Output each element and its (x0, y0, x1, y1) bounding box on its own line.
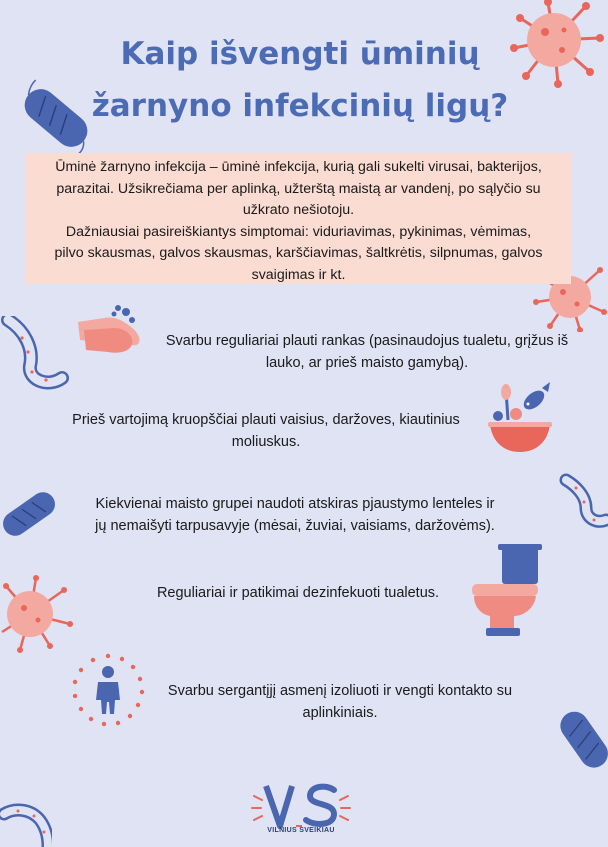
intro-text-line: pilvo skausmas, galvos skausmas, karščiavimas, šaltkrėtis, silpnumas, galvos (54, 245, 543, 261)
food-bowl-icon (484, 380, 556, 456)
tip-text-line: Svarbu sergantįjį asmenį izoliuoti ir vengti kontakto su (167, 683, 513, 699)
page-title (60, 28, 540, 132)
intro-text-line: užkrato nešiotoju. (242, 202, 355, 218)
bacteria-outline-icon (556, 470, 608, 532)
intro-text-line: Ūminė žarnyno infekcija – ūminė infekcija, kurią gali sukelti virusai, bakterijos, (55, 159, 542, 175)
hand-washing-icon (74, 300, 150, 358)
tip-text-line: moliuskus. (231, 433, 301, 450)
tip-disinfect-toilet (140, 583, 456, 605)
bacteria-icon (558, 700, 608, 776)
logo-text: VILNIUS SVEIKIAU (267, 827, 335, 834)
bacteria-outline-icon (0, 796, 52, 847)
title-line-1: Kaip išvengti ūminių (120, 36, 480, 72)
tip-isolate-sick (140, 681, 540, 724)
tip-text-line: Svarbu reguliariai plauti rankas (pasinaudojus tualetu, grįžus iš (165, 333, 569, 349)
tip-text-line: jų nemaišyti tarpusavyje (mėsai, žuviai, vaisiams, daržovėms). (95, 517, 495, 534)
tip-text-line: aplinkiniais. (302, 704, 378, 721)
tip-text-line: Prieš vartojimą kruopščiai plauti vaisius, daržoves, kiautinius (72, 412, 460, 428)
title-line-2: žarnyno infekcinių ligų? (91, 88, 509, 124)
intro-text-line: parazitai. Užsikrečiama per aplinką, užterštą maistą ar vandenį, po sąlyčio su (56, 180, 541, 197)
tip-hand-washing (142, 331, 592, 374)
virus-icon (0, 572, 76, 654)
isolated-person-icon (70, 652, 146, 728)
intro-box (26, 153, 571, 284)
logo (246, 782, 356, 844)
tip-wash-food (46, 410, 486, 453)
tip-text-line: lauko, ar prieš maisto gamybą). (265, 354, 469, 371)
tip-text-line: Reguliariai ir patikimai dezinfekuoti tualetus. (156, 585, 440, 601)
tip-cutting-boards (60, 494, 530, 537)
bacteria-outline-icon (0, 316, 72, 392)
intro-text-line: svaigimas ir kt. (251, 266, 346, 283)
intro-text-line: Dažniausiai pasireiškiantys simptomai: viduriavimas, pykinimas, vėmimas, (65, 223, 532, 240)
toilet-icon (470, 544, 542, 636)
tip-text-line: Kiekvienai maisto grupei naudoti atskiras pjaustymo lenteles ir (95, 496, 495, 512)
bacteria-icon (0, 486, 58, 542)
